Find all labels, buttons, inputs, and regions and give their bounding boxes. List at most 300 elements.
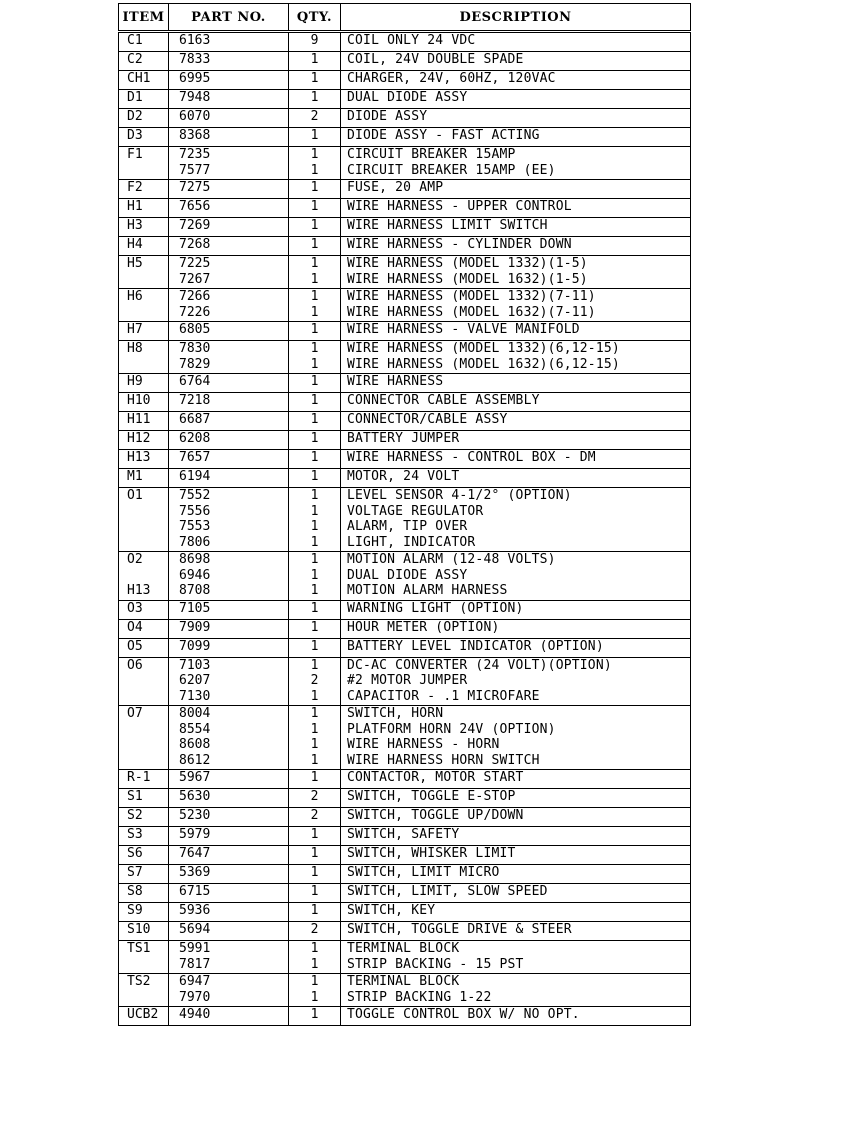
quantity-cell-line: 1: [310, 128, 319, 143]
item-cell: [119, 180, 169, 199]
quantity-cell-line: 1: [310, 256, 319, 271]
item-cell: [119, 974, 169, 1007]
quantity-cell-line: 1: [310, 341, 319, 356]
table-row: [119, 218, 691, 237]
table-row: [119, 199, 691, 218]
table-row: [119, 322, 691, 341]
part-number-cell: [169, 657, 289, 706]
part-number-cell-line: 4940: [179, 1007, 211, 1022]
table-row: [119, 469, 691, 488]
quantity-cell: [289, 341, 341, 374]
quantity-cell-line: 1: [310, 431, 319, 446]
part-number-cell: [169, 128, 289, 147]
item-cell-line: S1: [127, 789, 143, 804]
item-cell-line: H1: [127, 199, 143, 214]
description-cell-line: WARNING LIGHT (OPTION): [347, 600, 524, 616]
quantity-cell-line: 1: [310, 941, 319, 956]
item-cell-line: [127, 990, 168, 1006]
header-part-no: PART NO.: [169, 4, 289, 32]
part-number-cell-line: 7647: [179, 846, 211, 861]
item-cell-line: O7: [127, 706, 143, 721]
item-cell-line: H8: [127, 341, 143, 356]
table-row: [119, 1007, 691, 1026]
part-number-cell: [169, 341, 289, 374]
table-row: [119, 789, 691, 808]
description-cell-line: COIL, 24V DOUBLE SPADE: [347, 52, 524, 67]
quantity-cell: [289, 884, 341, 903]
item-cell-line: D1: [127, 90, 143, 105]
item-cell-line: [127, 689, 168, 705]
description-cell-line: CIRCUIT BREAKER 15AMP: [347, 147, 516, 162]
part-number-cell: [169, 706, 289, 770]
quantity-cell: [289, 974, 341, 1007]
description-cell: [341, 600, 691, 619]
item-cell-line: O1: [127, 488, 143, 503]
part-number-cell-line: 8004: [179, 706, 211, 721]
item-cell: [119, 90, 169, 109]
part-number-cell: [169, 147, 289, 180]
quantity-cell: [289, 374, 341, 393]
item-cell: [119, 827, 169, 846]
description-cell: [341, 865, 691, 884]
item-cell: [119, 941, 169, 974]
part-number-cell: [169, 450, 289, 469]
description-cell-line: CHARGER, 24V, 60HZ, 120VAC: [347, 71, 556, 86]
part-number-cell-line: 7225: [179, 256, 211, 271]
table-row: [119, 90, 691, 109]
quantity-cell: [289, 128, 341, 147]
quantity-cell-line: 1: [310, 974, 319, 989]
quantity-cell-line: 1: [310, 71, 319, 86]
item-cell: [119, 706, 169, 770]
item-cell: [119, 71, 169, 90]
description-cell-line: FUSE, 20 AMP: [347, 180, 444, 195]
quantity-cell: [289, 109, 341, 128]
part-number-cell-line: 6715: [179, 884, 211, 899]
quantity-cell-line: 1: [310, 752, 319, 768]
table-row: [119, 256, 691, 289]
part-number-cell-line: 6946: [179, 567, 211, 583]
part-number-cell: [169, 884, 289, 903]
quantity-cell-line: 1: [310, 989, 319, 1005]
part-number-cell-line: 7577: [179, 162, 211, 178]
description-cell-line: CONTACTOR, MOTOR START: [347, 770, 524, 785]
table-row: [119, 237, 691, 256]
description-cell: [341, 884, 691, 903]
quantity-cell: [289, 600, 341, 619]
quantity-cell: [289, 412, 341, 431]
part-number-cell-line: 7833: [179, 52, 211, 67]
quantity-cell-line: 1: [310, 450, 319, 465]
part-number-cell-line: 5936: [179, 903, 211, 918]
item-cell-line: S6: [127, 846, 143, 861]
quantity-cell-line: 1: [310, 90, 319, 105]
part-number-cell-line: 7268: [179, 237, 211, 252]
item-cell-line: [127, 305, 168, 321]
part-number-cell-line: 7267: [179, 271, 211, 287]
quantity-cell-line: 1: [310, 162, 319, 178]
part-number-cell: [169, 638, 289, 657]
quantity-cell-line: 1: [310, 289, 319, 304]
description-cell: [341, 827, 691, 846]
description-cell-line: CAPACITOR - .1 MICROFARE: [347, 688, 540, 704]
item-cell: [119, 638, 169, 657]
part-number-cell-line: 8698: [179, 552, 211, 567]
description-cell-line: BATTERY JUMPER: [347, 431, 460, 446]
part-number-cell: [169, 52, 289, 71]
description-cell-line: LIGHT, INDICATOR: [347, 534, 476, 550]
part-number-cell-line: 8608: [179, 737, 211, 752]
item-cell-line: H9: [127, 374, 143, 389]
item-cell-line: M1: [127, 469, 143, 484]
description-cell: [341, 638, 691, 657]
item-cell: [119, 450, 169, 469]
description-cell-line: WIRE HARNESS LIMIT SWITCH: [347, 218, 548, 233]
quantity-cell-line: 1: [310, 52, 319, 67]
quantity-cell: [289, 922, 341, 941]
description-cell-line: TERMINAL BLOCK: [347, 941, 460, 956]
item-cell: [119, 32, 169, 52]
part-number-cell-line: 5967: [179, 770, 211, 785]
part-number-cell: [169, 789, 289, 808]
table-row: [119, 922, 691, 941]
quantity-cell: [289, 552, 341, 601]
item-cell-line: F1: [127, 147, 143, 162]
item-cell: [119, 322, 169, 341]
description-cell: [341, 237, 691, 256]
quantity-cell-line: 1: [310, 770, 319, 785]
item-cell-line: H13: [127, 583, 151, 598]
item-cell-line: CH1: [127, 71, 151, 86]
item-cell: [119, 52, 169, 71]
quantity-cell-line: 1: [310, 737, 319, 752]
quantity-cell: [289, 903, 341, 922]
quantity-cell-line: 1: [310, 488, 319, 503]
description-cell-line: WIRE HARNESS - CONTROL BOX - DM: [347, 450, 596, 465]
item-cell: [119, 374, 169, 393]
item-cell-line: [127, 753, 168, 769]
item-cell: [119, 619, 169, 638]
description-cell-line: WIRE HARNESS: [347, 374, 444, 389]
description-cell: [341, 469, 691, 488]
part-number-cell-line: 5991: [179, 941, 211, 956]
description-cell: [341, 256, 691, 289]
quantity-cell-line: 1: [310, 469, 319, 484]
quantity-cell-line: 1: [310, 552, 319, 567]
description-cell: [341, 52, 691, 71]
table-row: [119, 289, 691, 322]
part-number-cell: [169, 90, 289, 109]
part-number-cell: [169, 974, 289, 1007]
part-number-cell: [169, 256, 289, 289]
quantity-cell-line: 1: [310, 903, 319, 918]
item-cell-line: [127, 504, 168, 520]
item-cell-line: H4: [127, 237, 143, 252]
description-cell: [341, 846, 691, 865]
description-cell-line: SWITCH, KEY: [347, 903, 436, 918]
item-cell-line: [127, 568, 168, 584]
quantity-cell-line: 1: [310, 827, 319, 842]
quantity-cell: [289, 199, 341, 218]
part-number-cell-line: 7130: [179, 688, 211, 704]
description-cell-line: SWITCH, TOGGLE UP/DOWN: [347, 808, 524, 823]
part-number-cell-line: 6208: [179, 431, 211, 446]
part-number-cell: [169, 71, 289, 90]
item-cell-line: F2: [127, 180, 143, 195]
quantity-cell: [289, 1007, 341, 1026]
part-number-cell-line: 7235: [179, 147, 211, 162]
table-row: [119, 488, 691, 552]
part-number-cell-line: 7656: [179, 199, 211, 214]
quantity-cell: [289, 619, 341, 638]
description-cell-line: MOTOR, 24 VOLT: [347, 469, 460, 484]
part-number-cell-line: 6070: [179, 109, 211, 124]
item-cell: [119, 789, 169, 808]
quantity-cell-line: 1: [310, 567, 319, 583]
quantity-cell: [289, 706, 341, 770]
part-number-cell: [169, 922, 289, 941]
quantity-cell: [289, 770, 341, 789]
item-cell: [119, 237, 169, 256]
description-cell: [341, 706, 691, 770]
item-cell-line: [127, 737, 168, 753]
part-number-cell: [169, 846, 289, 865]
quantity-cell-line: 1: [310, 846, 319, 861]
item-cell: [119, 109, 169, 128]
part-number-cell-line: 6805: [179, 322, 211, 337]
item-cell-line: S9: [127, 903, 143, 918]
quantity-cell-line: 1: [310, 503, 319, 519]
description-cell-line: SWITCH, HORN: [347, 706, 444, 721]
part-number-cell: [169, 32, 289, 52]
item-cell-line: H10: [127, 393, 151, 408]
item-cell: [119, 657, 169, 706]
item-cell: [119, 865, 169, 884]
description-cell-line: PLATFORM HORN 24V (OPTION): [347, 721, 556, 737]
quantity-cell-line: 1: [310, 412, 319, 427]
part-number-cell-line: 7909: [179, 619, 211, 635]
table-row: [119, 638, 691, 657]
item-cell-line: O3: [127, 600, 143, 616]
description-cell: [341, 393, 691, 412]
description-cell-line: WIRE HARNESS - HORN: [347, 737, 500, 752]
table-row: [119, 865, 691, 884]
table-row: [119, 147, 691, 180]
part-number-cell-line: 7099: [179, 638, 211, 654]
table-row: [119, 827, 691, 846]
item-cell: [119, 903, 169, 922]
quantity-cell-line: 2: [310, 109, 319, 124]
quantity-cell: [289, 488, 341, 552]
table-row: [119, 903, 691, 922]
part-number-cell: [169, 808, 289, 827]
description-cell-line: MOTION ALARM (12-48 VOLTS): [347, 552, 556, 567]
part-number-cell: [169, 827, 289, 846]
description-cell-line: SWITCH, TOGGLE E-STOP: [347, 789, 516, 804]
part-number-cell: [169, 374, 289, 393]
item-cell-line: S3: [127, 827, 143, 842]
table-row: [119, 552, 691, 601]
table-row: [119, 706, 691, 770]
part-number-cell: [169, 619, 289, 638]
part-number-cell: [169, 552, 289, 601]
quantity-cell: [289, 52, 341, 71]
description-cell: [341, 71, 691, 90]
part-number-cell-line: 5630: [179, 789, 211, 804]
part-number-cell-line: 6764: [179, 374, 211, 389]
table-row: [119, 884, 691, 903]
table-row: [119, 393, 691, 412]
description-cell: [341, 109, 691, 128]
header-description: DESCRIPTION: [341, 4, 691, 32]
table-row: [119, 71, 691, 90]
description-cell-line: MOTION ALARM HARNESS: [347, 583, 508, 598]
quantity-cell-line: 1: [310, 865, 319, 880]
quantity-cell: [289, 657, 341, 706]
item-cell-line: [127, 535, 168, 551]
part-number-cell: [169, 600, 289, 619]
table-row: [119, 619, 691, 638]
description-cell: [341, 619, 691, 638]
description-cell-line: #2 MOTOR JUMPER: [347, 673, 468, 688]
description-cell: [341, 552, 691, 601]
item-cell-line: [127, 272, 168, 288]
description-cell: [341, 974, 691, 1007]
quantity-cell: [289, 638, 341, 657]
part-number-cell: [169, 393, 289, 412]
table-body: [119, 32, 691, 1026]
item-cell: [119, 289, 169, 322]
description-cell-line: STRIP BACKING - 15 PST: [347, 956, 524, 972]
item-cell: [119, 393, 169, 412]
part-number-cell-line: 7553: [179, 519, 211, 534]
part-number-cell-line: 7948: [179, 90, 211, 105]
item-cell-line: O6: [127, 657, 143, 673]
quantity-cell-line: 2: [310, 808, 319, 823]
table-row: [119, 431, 691, 450]
quantity-cell-line: 1: [310, 180, 319, 195]
part-number-cell: [169, 412, 289, 431]
part-number-cell-line: 6163: [179, 33, 211, 48]
table-row: [119, 412, 691, 431]
item-cell: [119, 431, 169, 450]
description-cell: [341, 128, 691, 147]
table-row: [119, 600, 691, 619]
description-cell-line: CONNECTOR/CABLE ASSY: [347, 412, 508, 427]
item-cell: [119, 552, 169, 601]
part-number-cell-line: 7226: [179, 304, 211, 320]
item-cell-line: H6: [127, 289, 143, 304]
description-cell-line: COIL ONLY 24 VDC: [347, 33, 476, 48]
part-number-cell: [169, 941, 289, 974]
item-cell-line: C2: [127, 52, 143, 67]
item-cell: [119, 256, 169, 289]
part-number-cell: [169, 865, 289, 884]
part-number-cell: [169, 431, 289, 450]
part-number-cell: [169, 903, 289, 922]
item-cell: [119, 218, 169, 237]
item-cell: [119, 846, 169, 865]
part-number-cell: [169, 199, 289, 218]
quantity-cell-line: 1: [310, 199, 319, 214]
item-cell-line: O4: [127, 619, 143, 635]
description-cell: [341, 903, 691, 922]
part-number-cell-line: 7970: [179, 989, 211, 1005]
quantity-cell-line: 1: [310, 356, 319, 372]
item-cell: [119, 199, 169, 218]
description-cell-line: WIRE HARNESS (MODEL 1632)(6,12-15): [347, 356, 620, 372]
part-number-cell-line: 6207: [179, 673, 211, 688]
description-cell-line: DIODE ASSY: [347, 109, 428, 124]
description-cell-line: SWITCH, LIMIT MICRO: [347, 865, 500, 880]
part-number-cell-line: 5694: [179, 922, 211, 937]
item-cell-line: S2: [127, 808, 143, 823]
item-cell-line: [127, 673, 168, 689]
description-cell: [341, 32, 691, 52]
quantity-cell-line: 9: [310, 33, 319, 48]
description-cell-line: DIODE ASSY - FAST ACTING: [347, 128, 540, 143]
parts-table: [118, 3, 691, 1026]
description-cell: [341, 922, 691, 941]
description-cell-line: LEVEL SENSOR 4-1/2° (OPTION): [347, 488, 572, 503]
quantity-cell-line: 1: [310, 956, 319, 972]
part-number-cell-line: 7269: [179, 218, 211, 233]
quantity-cell: [289, 808, 341, 827]
item-cell: [119, 808, 169, 827]
item-cell-line: O2: [127, 552, 143, 567]
quantity-cell: [289, 237, 341, 256]
quantity-cell-line: 1: [310, 600, 319, 616]
part-number-cell-line: 6947: [179, 974, 211, 989]
description-cell: [341, 147, 691, 180]
item-cell-line: D3: [127, 128, 143, 143]
item-cell-line: [127, 519, 168, 535]
quantity-cell-line: 1: [310, 706, 319, 721]
description-cell: [341, 289, 691, 322]
quantity-cell: [289, 941, 341, 974]
quantity-cell-line: 1: [310, 638, 319, 654]
part-number-cell-line: 7817: [179, 956, 211, 972]
description-cell-line: STRIP BACKING 1-22: [347, 989, 492, 1005]
item-cell-line: H5: [127, 256, 143, 271]
part-number-cell: [169, 770, 289, 789]
table-header: [119, 4, 691, 32]
quantity-cell: [289, 431, 341, 450]
part-number-cell-line: 7556: [179, 503, 211, 519]
part-number-cell-line: 7275: [179, 180, 211, 195]
part-number-cell-line: 7552: [179, 488, 211, 503]
part-number-cell-line: 8708: [179, 583, 211, 598]
item-cell: [119, 128, 169, 147]
description-cell: [341, 808, 691, 827]
part-number-cell: [169, 237, 289, 256]
table-row: [119, 374, 691, 393]
table-row: [119, 770, 691, 789]
description-cell-line: WIRE HARNESS (MODEL 1632)(1-5): [347, 271, 588, 287]
description-cell-line: TERMINAL BLOCK: [347, 974, 460, 989]
description-cell: [341, 488, 691, 552]
item-cell-line: H13: [127, 450, 151, 465]
part-number-cell-line: 8612: [179, 752, 211, 768]
description-cell: [341, 90, 691, 109]
quantity-cell: [289, 469, 341, 488]
description-cell-line: SWITCH, LIMIT, SLOW SPEED: [347, 884, 548, 899]
description-cell-line: HOUR METER (OPTION): [347, 619, 500, 635]
table-row: [119, 341, 691, 374]
quantity-cell-line: 1: [310, 619, 319, 635]
description-cell: [341, 1007, 691, 1026]
description-cell-line: DUAL DIODE ASSY: [347, 567, 468, 583]
